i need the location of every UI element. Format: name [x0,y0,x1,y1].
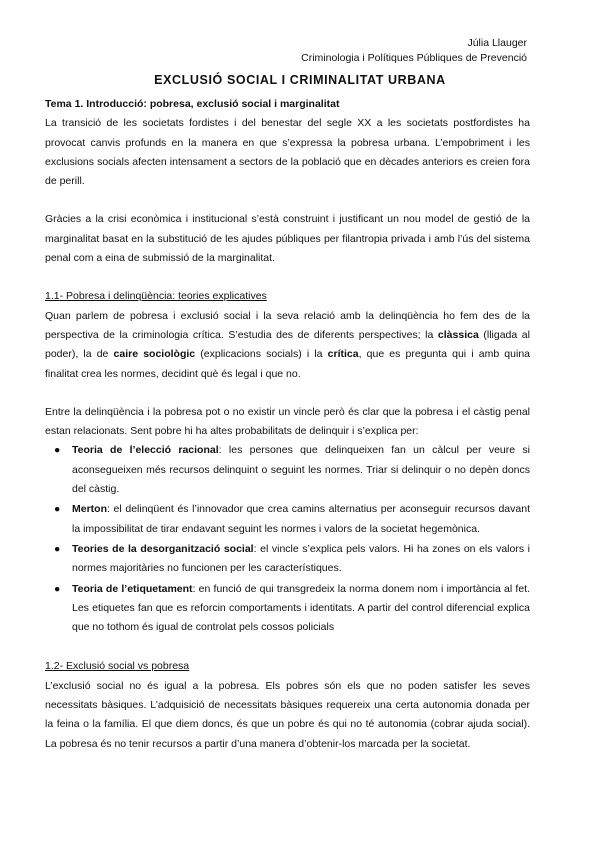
term-classica: clàssica [437,328,479,341]
author-name: Júlia Llauger [467,37,527,49]
bullet-icon: ● [54,444,61,457]
document-title: EXCLUSIÓ SOCIAL I CRIMINALITAT URBANA [154,73,446,87]
section-1-1-paragraph-2: Entre la delinqüència i la pobresa pot o no existir un vincle però és clar que la pobresa i el càstig penal estan relacionats. Sent pobre hi ha altes probabilitats de delinquir i s’explica per: [45,405,530,438]
list-item: ● Teoria de l’elecció racional: les persones que delinqueixen fan un càlcul per veure si aconsegueixen més recursos delinquint o seguint les normes. Triar si delinquir o no depèn doncs del càstig. [45,441,530,499]
theories-list [45,441,530,637]
bullet-icon: ● [54,503,61,516]
list-item: ● Merton: el delinqüent és l’innovador que crea camins alternatius per aconseguir recursos davant la impossibilitat de tirar endavant seguint les normes i valors de la societat hegemònica. [45,500,530,539]
document-body [45,95,530,754]
list-item: ● Teories de la desorganització social: el vincle s’explica pels valors. Hi ha zones on els valors i normes majoritàries no funcionen per les característiques. [45,540,530,579]
term-critica: crítica [327,348,359,361]
course-name: Criminologia i Polítiques Públiques de Prevenció [301,52,527,64]
section-1-2-paragraph-1: L’exclusió social no és igual a la pobresa. Els pobres són els que no poden satisfer les seves necessitats bàsiques. L’adquisició de necessitats bàsiques requereix una certa autonomia donada per la feina o la família. El que diem doncs, és que un pobre és qui no té autonomia (cobrar ajuda social). La pobresa és no tenir recursos a partir d’una manera d’obtenir-los marcada per la societat. [45,679,530,750]
intro-paragraph-2: Gràcies a la crisi econòmica i institucional s’està construint i justificant un nou model de gestió de la marginalitat basat en la substitució de les ajudes públiques per filantropia privada i amb l’ús del sistema penal com a eina de submissió de la marginalitat. [45,213,530,265]
section-heading-1-2: 1.2- Exclusió social vs pobresa [45,660,190,673]
bullet-icon: ● [54,582,61,595]
term-caire-sociologic: caire sociològic [113,348,196,361]
section-heading-1-1: 1.1- Pobresa i delinqüència: teories explicatives [45,290,267,303]
bullet-icon: ● [54,542,61,555]
section-1-1-paragraph-1: Quan parlem de pobresa i exclusió social i la seva relació amb la delinqüència ho fem des de la perspectiva de la criminologia crítica. S’estudia des de diferents perspectives; la clàssica (lligada al poder), la de caire sociològic (explicacions socials) i la crítica, que es pregunta qui i amb quina finalitat crea les normes, decidint què és legal i que no. [45,309,530,380]
page-header [301,36,527,66]
list-item: ● Teoria de l’etiquetament: en funció de qui transgredeix la norma donem nom i importància al fet. Les etiquetes fan que es reforcin comportaments i identitats. A partir del control diferencial explica que no tothom és igual de controlat pels cossos policials [45,580,530,638]
intro-paragraph-1: La transició de les societats fordistes i del benestar del segle XX a les societats postfordistes ha provocat canvis profunds en la manera en que s’expressa la pobresa urbana. L’empobriment i les exclusions socials afecten intensament a sectors de la població que en dècades anteriors es creien fora de perill. [45,117,530,188]
topic-heading: Tema 1. Introducció: pobresa, exclusió social i marginalitat [45,98,340,110]
